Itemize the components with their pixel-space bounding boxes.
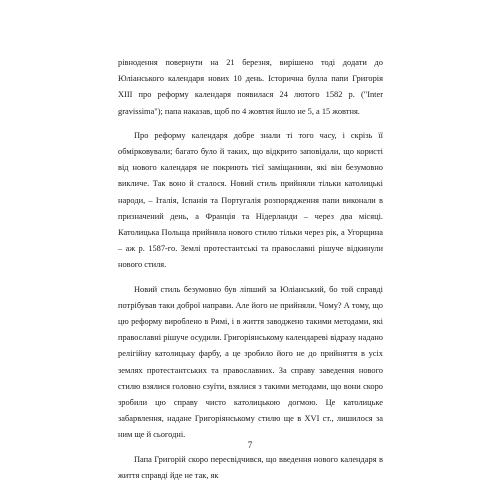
paragraph-4: Папа Григорій скоро пересвідчився, що введення нового календаря в життя справді йде не так, як: [118, 454, 383, 480]
paragraph-2: Про реформу календаря добре знали ті того часу, і скрізь її обмірковували; багато було й таких, що відкрито заповідали, що користі від нового календаря не покриють тієї заміщанини, які він безумовно викличе. Так воно й сталося. Новий стиль прийняли тільки католицькі народи, – Італія, Іспанія та Португалія розпорядження папи виконали в призначений день, а Франція та Нідерланди – через два місяці. Католицька Польща прийняла нового стилю тільки через рік, а Угорщина – аж р. 1587-го. Землі протестантські та православні рішуче відкинули нового стиля.: [118, 130, 383, 270]
paragraph-1: рівнодення повернути на 21 березня, вирішено тоді додати до Юліанського календаря нових 10 день. Історична булла папи Григорія XIII про реформу календаря появилася 24 лютого 1582 р. ("Inter gravissima"); папа наказав, щоб по 4 жовтня йшло не 5, а 15 жовтня.: [118, 58, 383, 116]
page-number: 7: [247, 440, 253, 450]
paragraph-3: Новий стиль безумовно був ліпший за Юліанський, бо той справді потрібував таки доброї направи. Але його не прийняли. Чому? А тому, що цю реформу вироблено в Римі, і в життя заводжено такими методами, які православні рішуче осудили. Григоріянському календареві відразу надано релігійну католицьку фарбу, а це зробило його не до прийняття в усіх землях протестантських та православних. За справу заведення нового стилю взялися головно єзуїти, взялися з такими методами, що вони скоро зробили цю справу чисто католицькою догмою. Це католицьке забарвлення, надане Григоріянському стилю ще в XVI ст., лишилося за ним ще й сьогодні.: [118, 284, 383, 440]
body-text: [118, 55, 383, 484]
